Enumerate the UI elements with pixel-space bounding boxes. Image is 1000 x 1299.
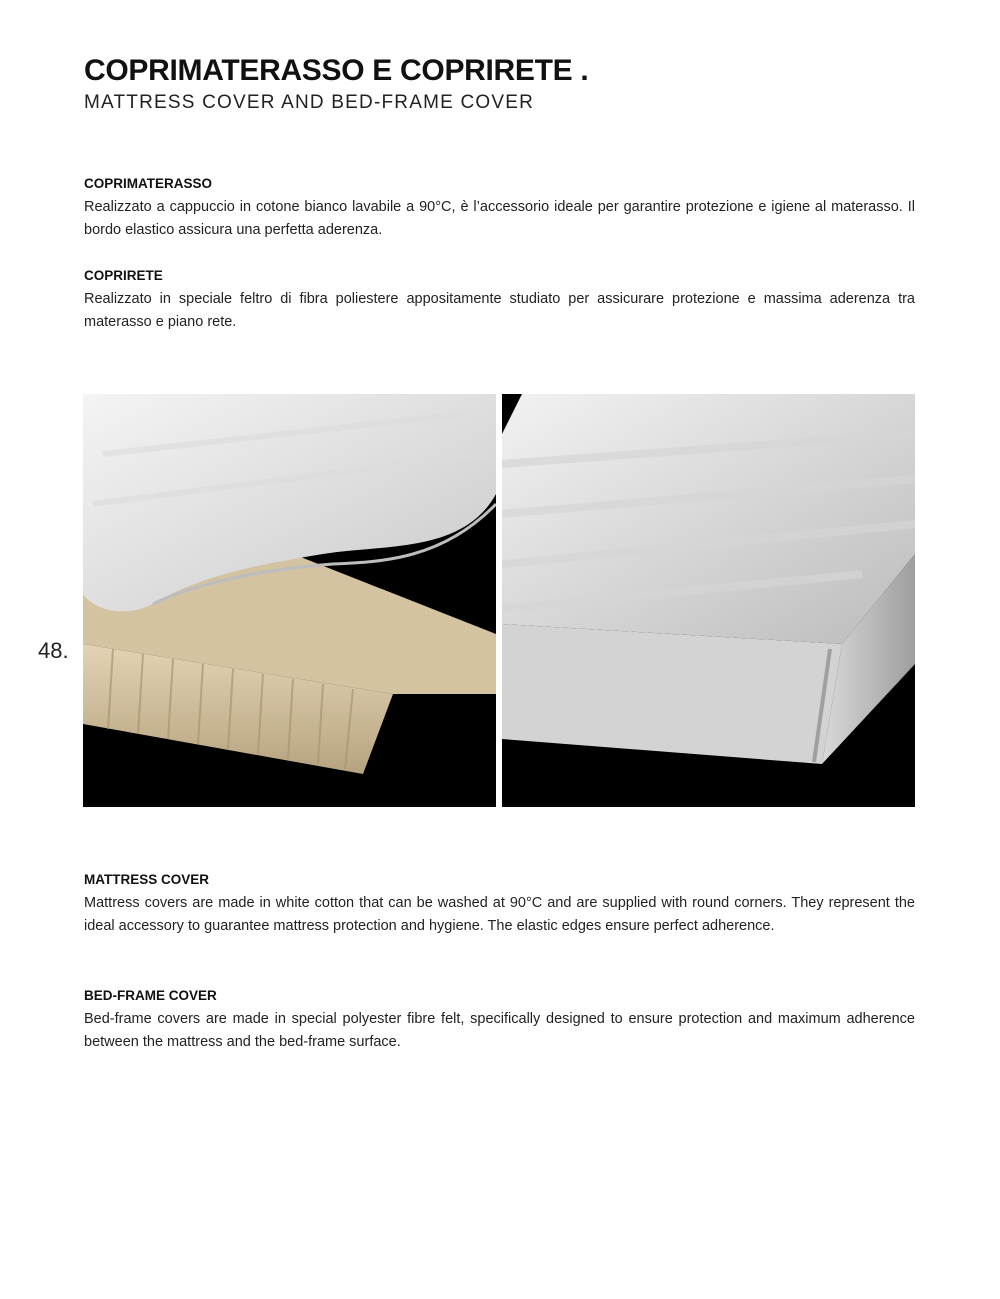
section-heading: COPRIMATERASSO	[84, 176, 213, 191]
section-text: Mattress covers are made in white cotton that can be washed at 90°C and are supplied with round corners. They represent the ideal accessory to guarantee mattress protection and hygiene. The elastic edges ensure perfect adherence.	[84, 895, 915, 934]
section-heading: COPRIRETE	[84, 268, 163, 283]
section-heading: BED-FRAME COVER	[84, 988, 217, 1003]
section-text: Realizzato a cappuccio in cotone bianco lavabile a 90°C, è l’accessorio ideale per garantire protezione e igiene al materasso. Il bordo elastico assicura una perfetta aderenza.	[84, 199, 915, 238]
page-title: COPRIMATERASSO E COPRIRETE .	[84, 54, 589, 87]
mattress-cover-photo	[83, 394, 496, 807]
section-mattress-cover	[84, 872, 915, 938]
page-subtitle: MATTRESS COVER AND BED-FRAME COVER	[84, 92, 535, 113]
section-heading: MATTRESS COVER	[84, 872, 210, 887]
section-bed-frame-cover	[84, 988, 915, 1054]
page-number: 48.	[38, 638, 69, 663]
section-coprirete	[84, 268, 915, 334]
section-text: Bed-frame covers are made in special polyester fibre felt, specifically designed to ensure protection and maximum adherence between the mattress and the bed-frame surface.	[84, 1011, 915, 1050]
section-text: Realizzato in speciale feltro di fibra poliestere appositamente studiato per assicurare protezione e massima aderenza tra materasso e piano rete.	[84, 291, 915, 330]
bed-frame-cover-photo	[502, 394, 915, 807]
section-coprimaterasso	[84, 176, 915, 242]
